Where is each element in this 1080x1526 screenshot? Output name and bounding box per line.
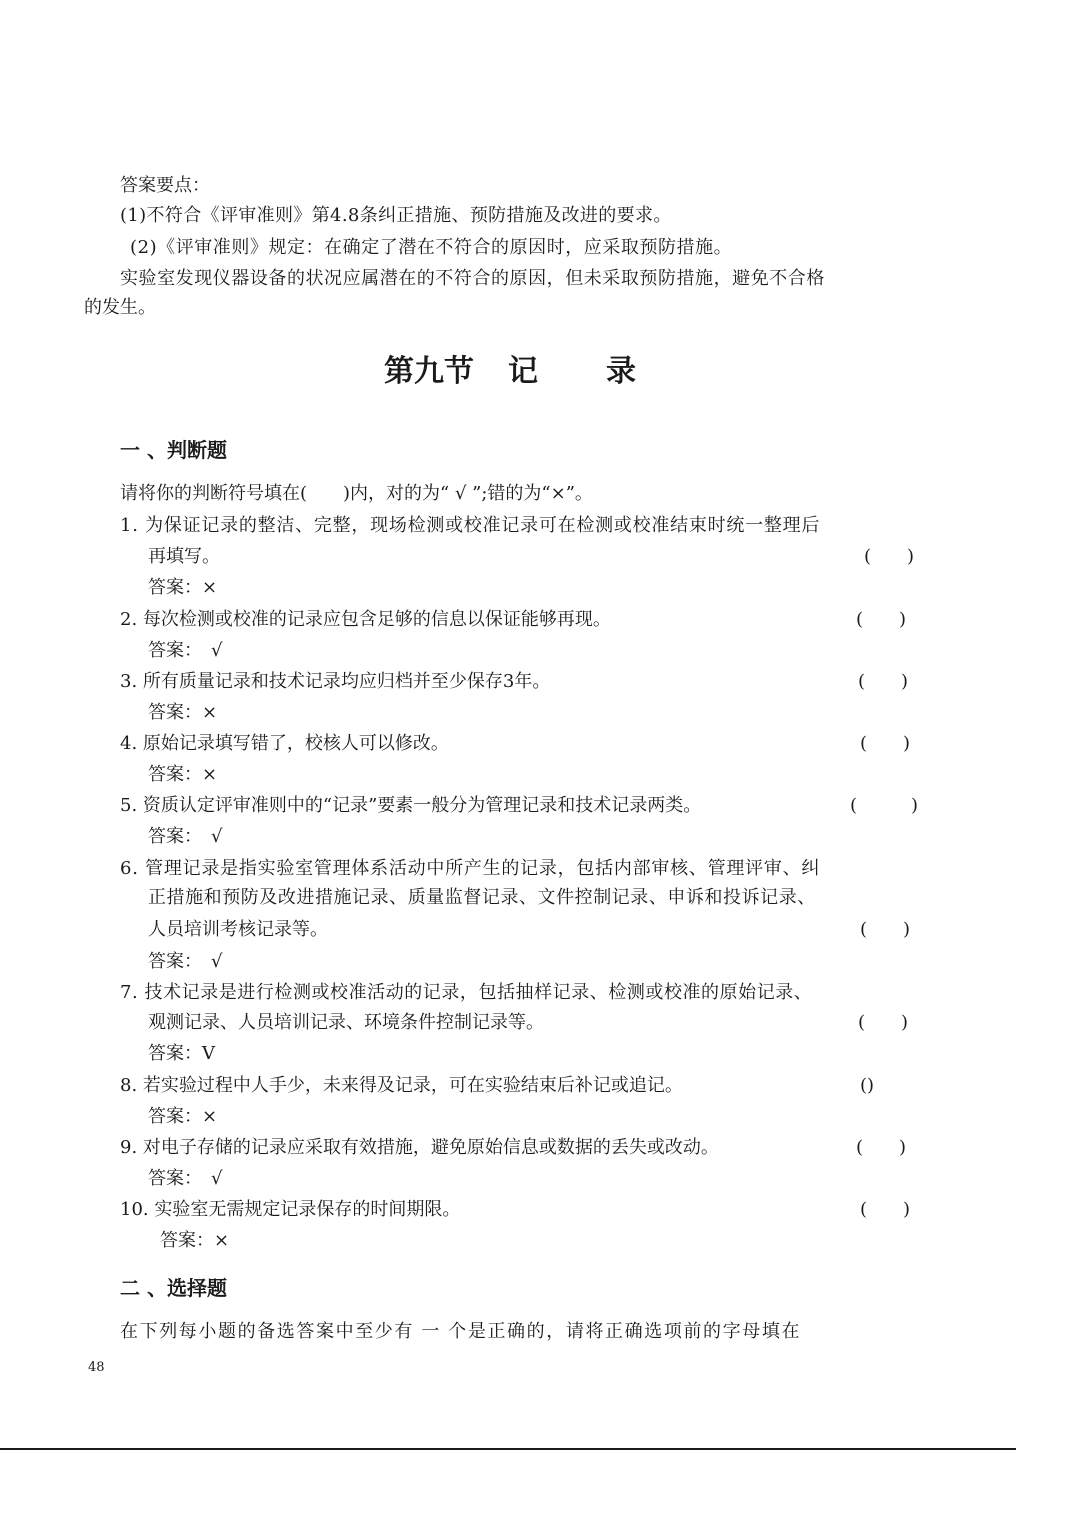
question-6-paren: ( ) xyxy=(860,919,911,940)
section-title-number: 第九节 xyxy=(384,354,474,389)
question-5-paren: ( ) xyxy=(850,795,919,816)
question-4-line1: 4. 原始记录填写错了，校核人可以修改。 xyxy=(120,733,449,754)
answer-point-3-line2: 的发生。 xyxy=(84,297,156,318)
question-3-paren: ( ) xyxy=(858,671,909,692)
section-title-char-1: 记 xyxy=(508,354,538,389)
footer-rule xyxy=(0,1448,1016,1450)
question-9-line1: 9. 对电子存储的记录应采取有效措施，避免原始信息或数据的丢失或改动。 xyxy=(120,1137,719,1158)
question-3-line1: 3. 所有质量记录和技术记录均应归档并至少保存3年。 xyxy=(120,671,551,692)
question-2-paren: ( ) xyxy=(856,609,907,630)
question-8-answer: 答案：× xyxy=(148,1106,218,1127)
part2-instruction: 在下列每小题的备选答案中至少有 一 个是正确的，请将正确选项前的字母填在 xyxy=(120,1321,802,1342)
answer-point-3-line1: 实验室发现仪器设备的状况应属潜在的不符合的原因，但未采取预防措施，避免不合格 xyxy=(120,268,825,289)
question-9-paren: ( ) xyxy=(856,1137,907,1158)
answer-point-2: (2)《评审准则》规定：在确定了潜在不符合的原因时，应采取预防措施。 xyxy=(130,237,733,258)
question-7-paren: ( ) xyxy=(858,1012,909,1033)
question-7-line1: 7. 技术记录是进行检测或校准活动的记录，包括抽样记录、检测或校准的原始记录、 xyxy=(120,982,813,1003)
question-2-answer: 答案： √ xyxy=(148,640,223,661)
question-8-line1: 8. 若实验过程中人手少，未来得及记录，可在实验结束后补记或追记。 xyxy=(120,1075,683,1096)
question-7-answer: 答案：V xyxy=(148,1043,215,1064)
answer-point-1: (1)不符合《评审准则》第4.8条纠正措施、预防措施及改进的要求。 xyxy=(120,205,672,226)
answer-points-title: 答案要点： xyxy=(120,175,210,196)
question-4-answer: 答案：× xyxy=(148,764,218,785)
question-10-line1: 10. 实验室无需规定记录保存的时间期限。 xyxy=(120,1199,461,1220)
question-6-line3: 人员培训考核记录等。 xyxy=(148,919,328,940)
question-4-paren: ( ) xyxy=(860,733,911,754)
section-title-char-2: 录 xyxy=(606,354,636,389)
question-6-line2: 正措施和预防及改进措施记录、质量监督记录、文件控制记录、申诉和投诉记录、 xyxy=(148,887,816,908)
part1-instruction: 请将你的判断符号填在( )内，对的为“ √ ”;错的为“×”。 xyxy=(120,483,593,504)
question-1-paren: ( ) xyxy=(864,546,915,567)
question-3-answer: 答案：× xyxy=(148,702,218,723)
page-number: 48 xyxy=(88,1360,105,1375)
question-2-line1: 2. 每次检测或校准的记录应包含足够的信息以保证能够再现。 xyxy=(120,609,611,630)
question-10-answer: 答案：× xyxy=(160,1230,230,1251)
part2-heading: 二 、选择题 xyxy=(120,1276,227,1300)
question-1-line2: 再填写。 xyxy=(148,546,220,567)
question-8-paren: () xyxy=(860,1075,875,1096)
question-1-answer: 答案：× xyxy=(148,577,218,598)
part1-heading: 一 、判断题 xyxy=(120,438,227,462)
question-6-answer: 答案： √ xyxy=(148,951,223,972)
question-7-line2: 观测记录、人员培训记录、环境条件控制记录等。 xyxy=(148,1012,544,1033)
question-5-answer: 答案： √ xyxy=(148,826,223,847)
question-9-answer: 答案： √ xyxy=(148,1168,223,1189)
section-title xyxy=(0,352,1020,392)
question-6-line1: 6. 管理记录是指实验室管理体系活动中所产生的记录，包括内部审核、管理评审、纠 xyxy=(120,858,821,879)
question-5-line1: 5. 资质认定评审准则中的“记录”要素一般分为管理记录和技术记录两类。 xyxy=(120,795,702,816)
question-10-paren: ( ) xyxy=(860,1199,911,1220)
question-1-line1: 1. 为保证记录的整洁、完整，现场检测或校准记录可在检测或校准结束时统一整理后 xyxy=(120,515,821,536)
